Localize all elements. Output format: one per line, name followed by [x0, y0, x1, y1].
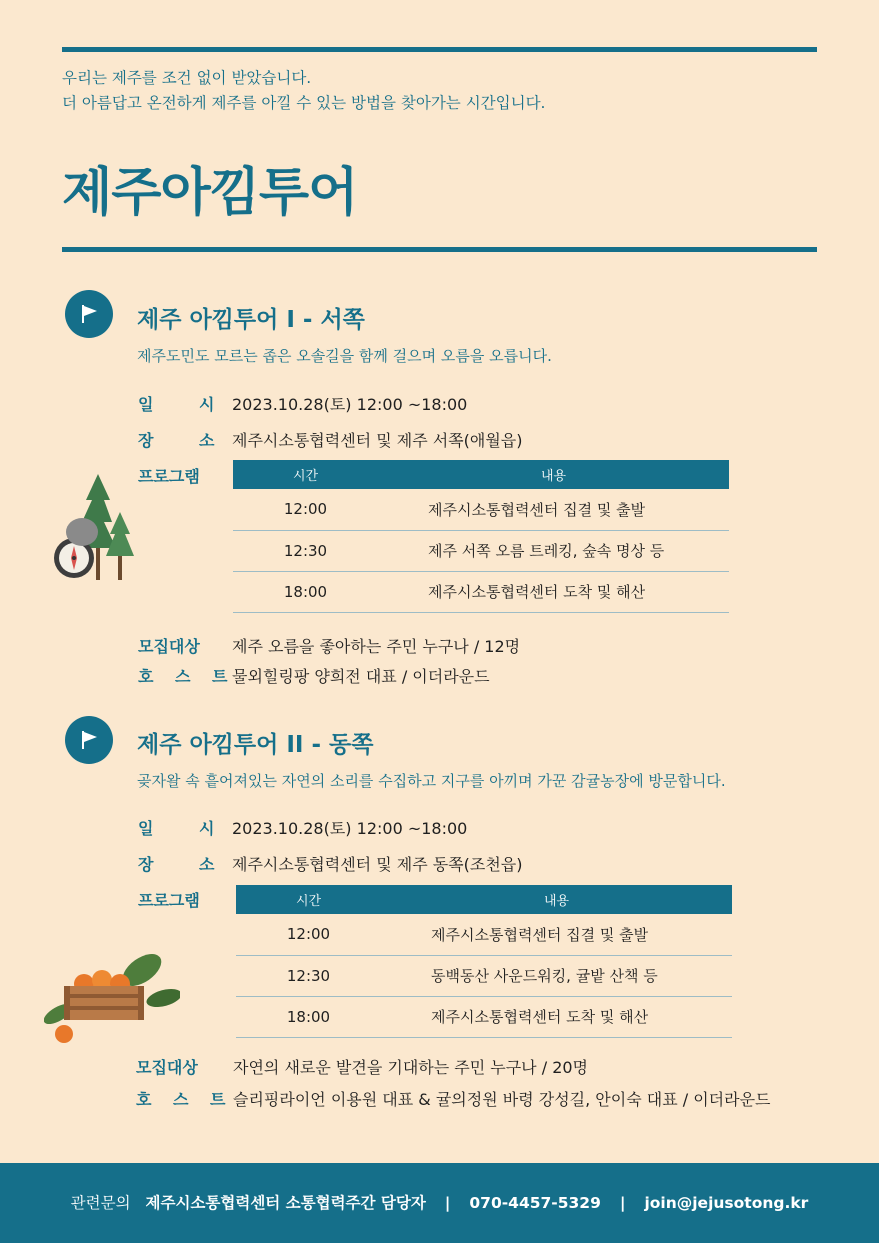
tour1-title: 제주 아낌투어 I - 서쪽 [137, 307, 365, 333]
row-time: 12:00 [233, 489, 378, 530]
footer [0, 1163, 879, 1243]
intro-line-2: 더 아름답고 온전하게 제주를 아낄 수 있는 방법을 찾아가는 시간입니다. [62, 94, 546, 112]
row-content: 동백동산 사운드워킹, 귤밭 산책 등 [381, 955, 732, 996]
tour2-host: 슬리핑라이언 이용원 대표 & 귤의정원 바령 강성길, 안이숙 대표 / 이더라운드 [233, 1090, 771, 1109]
table-row [236, 996, 732, 1037]
tour2-place: 제주시소통협력센터 및 제주 동쪽(조천읍) [232, 855, 523, 874]
tour2-title: 제주 아낌투어 II - 동쪽 [137, 732, 374, 758]
intro-line-1: 우리는 제주를 조건 없이 받았습니다. [62, 69, 312, 87]
tour1-place: 제주시소통협력센터 및 제주 서쪽(애월읍) [232, 431, 523, 450]
tour1-place-label: 장 소 [138, 431, 235, 450]
table-row [233, 571, 729, 612]
table-header [236, 885, 732, 914]
tour2-date: 2023.10.28(토) 12:00 ~18:00 [232, 819, 468, 838]
trees-compass-illustration [46, 470, 146, 590]
table-row [236, 955, 732, 996]
row-content: 제주시소통협력센터 집결 및 출발 [378, 489, 729, 530]
footer-email[interactable]: join@jejusotong.kr [644, 1194, 809, 1212]
row-content: 제주시소통협력센터 도착 및 해산 [378, 571, 729, 612]
tour2-program-label: 프로그램 [138, 891, 200, 910]
row-time: 18:00 [233, 571, 378, 612]
row-content: 제주 서쪽 오름 트레킹, 숲속 명상 등 [378, 530, 729, 571]
tangerine-crate-illustration [44, 946, 180, 1046]
tour2-program-table [236, 885, 732, 1038]
tour1-recruit-label: 모집대상 [138, 637, 200, 656]
tour2-recruit: 자연의 새로운 발견을 기대하는 주민 누구나 / 20명 [233, 1058, 589, 1077]
tour1-program-label: 프로그램 [138, 467, 200, 486]
page-title: 제주아낌투어 [62, 163, 358, 223]
table-header [233, 460, 729, 489]
tour1-date: 2023.10.28(토) 12:00 ~18:00 [232, 395, 468, 414]
footer-contact [0, 1191, 879, 1213]
header-content: 내용 [381, 885, 732, 914]
row-time: 12:30 [233, 530, 378, 571]
intro-text [62, 66, 546, 116]
flag-icon [65, 716, 113, 764]
header-time: 시간 [233, 460, 378, 489]
tour2-recruit-label: 모집대상 [136, 1058, 198, 1077]
footer-phone[interactable]: 070-4457-5329 [469, 1194, 601, 1212]
footer-separator: | [619, 1194, 626, 1212]
tour2-date-label: 일 시 [138, 819, 235, 838]
row-content: 제주시소통협력센터 집결 및 출발 [381, 914, 732, 955]
footer-org: 제주시소통협력센터 소통협력주간 담당자 [145, 1194, 426, 1212]
row-time: 12:00 [236, 914, 381, 955]
tour1-program-table [233, 460, 729, 613]
title-rule [62, 247, 817, 252]
tour1-host-label: 호 스 트 [138, 667, 236, 686]
flag-icon [65, 290, 113, 338]
row-time: 12:30 [236, 955, 381, 996]
tour1-date-label: 일 시 [138, 395, 235, 414]
table-row [236, 914, 732, 955]
tour2-place-label: 장 소 [138, 855, 235, 874]
row-time: 18:00 [236, 996, 381, 1037]
table-row [233, 530, 729, 571]
footer-separator: | [444, 1194, 451, 1212]
tour1-recruit: 제주 오름을 좋아하는 주민 누구나 / 12명 [232, 637, 521, 656]
table-row [233, 489, 729, 530]
tour1-host: 물외힐링팡 양희전 대표 / 이더라운드 [232, 667, 490, 686]
header-content: 내용 [378, 460, 729, 489]
row-content: 제주시소통협력센터 도착 및 해산 [381, 996, 732, 1037]
tour1-description: 제주도민도 모르는 좁은 오솔길을 함께 걸으며 오름을 오릅니다. [137, 347, 552, 365]
header-time: 시간 [236, 885, 381, 914]
footer-label: 관련문의 [70, 1194, 131, 1212]
top-rule [62, 47, 817, 52]
tour2-host-label: 호 스 트 [136, 1090, 234, 1109]
tour2-description: 곶자왈 속 흩어져있는 자연의 소리를 수집하고 지구를 아끼며 가꾼 감귤농장에 방문합니다. [137, 772, 726, 790]
